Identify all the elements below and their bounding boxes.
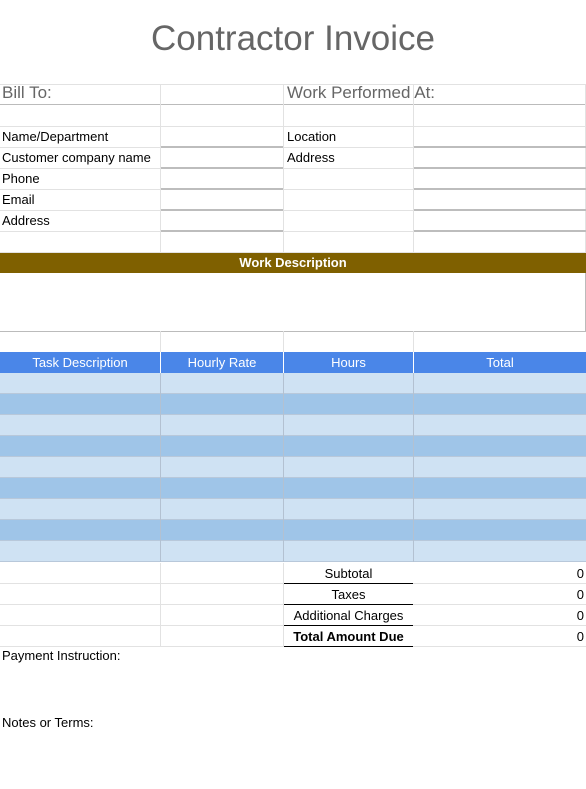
table-cell[interactable]	[0, 394, 161, 415]
table-cell[interactable]	[284, 541, 414, 562]
table-row	[0, 541, 586, 562]
taxes-label: Taxes	[284, 584, 413, 605]
work-address-line4-field[interactable]	[414, 230, 586, 232]
table-cell[interactable]	[284, 499, 414, 520]
work-performed-heading: Work Performed At:	[287, 83, 436, 102]
table-cell[interactable]	[0, 373, 161, 394]
additional-charges-value[interactable]: 0	[576, 608, 584, 623]
table-cell[interactable]	[284, 520, 414, 541]
table-cell[interactable]	[284, 415, 414, 436]
bill-to-company-field[interactable]	[161, 167, 283, 169]
bill-to-name-field[interactable]	[161, 146, 283, 148]
table-cell[interactable]	[0, 499, 161, 520]
work-location-field[interactable]	[414, 146, 586, 148]
table-cell[interactable]	[414, 499, 586, 520]
table-cell[interactable]	[161, 520, 284, 541]
table-cell[interactable]	[284, 373, 414, 394]
table-cell[interactable]	[161, 436, 284, 457]
table-cell[interactable]	[0, 436, 161, 457]
work-description-area[interactable]	[0, 273, 586, 331]
table-row	[0, 520, 586, 541]
taxes-value[interactable]: 0	[576, 587, 584, 602]
bill-to-name-label: Name/Department	[2, 129, 109, 144]
table-cell[interactable]	[161, 457, 284, 478]
table-row	[0, 457, 586, 478]
table-cell[interactable]	[0, 415, 161, 436]
bill-to-address-field[interactable]	[161, 230, 283, 232]
col-hourly-rate: Hourly Rate	[161, 352, 284, 373]
table-cell[interactable]	[161, 478, 284, 499]
bill-to-phone-field[interactable]	[161, 188, 283, 190]
col-hours: Hours	[284, 352, 414, 373]
bill-to-heading: Bill To:	[2, 83, 52, 102]
table-cell[interactable]	[284, 394, 414, 415]
notes-terms-area[interactable]	[0, 733, 586, 789]
col-total: Total	[414, 352, 586, 373]
table-cell[interactable]	[0, 541, 161, 562]
table-row	[0, 478, 586, 499]
table-cell[interactable]	[0, 457, 161, 478]
table-cell[interactable]	[414, 541, 586, 562]
work-location-label: Location	[287, 129, 337, 144]
payment-instruction-area[interactable]	[0, 666, 586, 712]
table-row	[0, 394, 586, 415]
table-cell[interactable]	[414, 373, 586, 394]
work-description-header: Work Description	[0, 253, 586, 273]
bill-to-address-label: Address	[2, 213, 50, 228]
additional-charges-label: Additional Charges	[284, 605, 413, 626]
work-address-line2-field[interactable]	[414, 188, 586, 190]
table-cell[interactable]	[284, 478, 414, 499]
table-row	[0, 436, 586, 457]
subtotal-value: 0	[576, 566, 584, 581]
payment-instruction-label: Payment Instruction:	[2, 648, 121, 663]
table-cell[interactable]	[414, 457, 586, 478]
table-cell[interactable]	[284, 457, 414, 478]
table-row	[0, 415, 586, 436]
work-address-line3-field[interactable]	[414, 209, 586, 211]
bill-to-email-label: Email	[2, 192, 35, 207]
table-cell[interactable]	[0, 478, 161, 499]
notes-terms-label: Notes or Terms:	[2, 715, 94, 730]
bill-to-phone-label: Phone	[2, 171, 40, 186]
table-cell[interactable]	[0, 520, 161, 541]
table-cell[interactable]	[414, 415, 586, 436]
table-cell[interactable]	[161, 499, 284, 520]
table-cell[interactable]	[284, 436, 414, 457]
table-row	[0, 373, 586, 394]
total-amount-due-value: 0	[576, 629, 584, 644]
table-row	[0, 499, 586, 520]
table-cell[interactable]	[161, 415, 284, 436]
table-cell[interactable]	[161, 541, 284, 562]
work-address-field[interactable]	[414, 167, 586, 169]
table-cell[interactable]	[414, 478, 586, 499]
table-cell[interactable]	[414, 436, 586, 457]
work-address-label: Address	[287, 150, 335, 165]
col-task-description: Task Description	[0, 352, 161, 373]
table-cell[interactable]	[414, 520, 586, 541]
total-amount-due-label: Total Amount Due	[284, 626, 413, 647]
bill-to-company-label: Customer company name	[2, 150, 151, 165]
table-cell[interactable]	[161, 394, 284, 415]
bill-to-email-field[interactable]	[161, 209, 283, 211]
table-cell[interactable]	[414, 394, 586, 415]
subtotal-label: Subtotal	[284, 563, 413, 584]
table-cell[interactable]	[161, 373, 284, 394]
invoice-title: Contractor Invoice	[150, 19, 436, 58]
